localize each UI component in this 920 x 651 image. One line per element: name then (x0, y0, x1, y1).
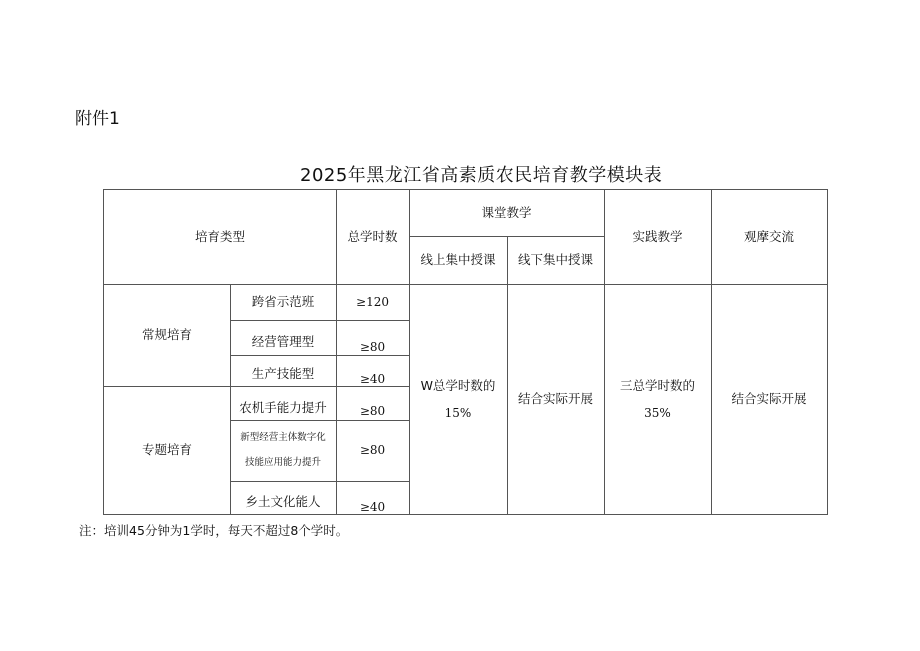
footnote: 注：培训45分钟为1学时，每天不超过8个学时。 (79, 523, 349, 538)
hours-production: ≥40 (359, 372, 386, 386)
hours-cross-province: ≥120 (356, 295, 389, 309)
type-production: 生产技能型 (251, 365, 315, 381)
type-digital (230, 420, 336, 481)
type-management: 经营管理型 (251, 333, 315, 349)
type-digital-line2: 技能应用能力提升 (244, 456, 321, 468)
header-online: 线上集中授课 (420, 251, 496, 267)
online-percent: 15% (444, 405, 472, 420)
header-total-hours: 总学时数 (347, 228, 398, 244)
table-title: 2025年黑龙江省高素质农民培育教学模块表 (300, 165, 663, 186)
hours-machinery: ≥80 (359, 404, 386, 418)
header-type: 培育类型 (194, 228, 245, 244)
header-classroom: 课堂教学 (481, 204, 532, 220)
hline-row1 (230, 320, 409, 321)
group-special: 专题培育 (141, 441, 192, 457)
group-regular: 常规培育 (141, 326, 192, 342)
offline-merged: 结合实际开展 (517, 390, 593, 406)
hline-row5 (230, 481, 409, 482)
practice-percent: 35% (644, 405, 671, 420)
type-machinery: 农机手能力提升 (239, 399, 327, 415)
online-merged (409, 284, 507, 514)
teaching-module-table (103, 189, 828, 515)
practice-text: 三总学时数的 (619, 378, 695, 394)
observation-merged: 结合实际开展 (731, 390, 807, 406)
type-rural-culture: 乡土文化能人 (245, 493, 321, 509)
header-practice: 实践教学 (632, 228, 683, 244)
header-observation: 观摩交流 (743, 228, 794, 244)
header-offline: 线下集中授课 (517, 251, 593, 267)
attachment-label: 附件1 (75, 109, 120, 129)
practice-merged (604, 284, 711, 514)
type-cross-province: 跨省示范班 (251, 293, 315, 309)
online-text: W总学时数的 (420, 378, 496, 394)
type-digital-line1: 新型经营主体数字化 (240, 431, 326, 443)
hours-digital: ≥80 (359, 443, 386, 457)
hours-rural-culture: ≥40 (359, 500, 386, 514)
hours-management: ≥80 (359, 340, 386, 354)
